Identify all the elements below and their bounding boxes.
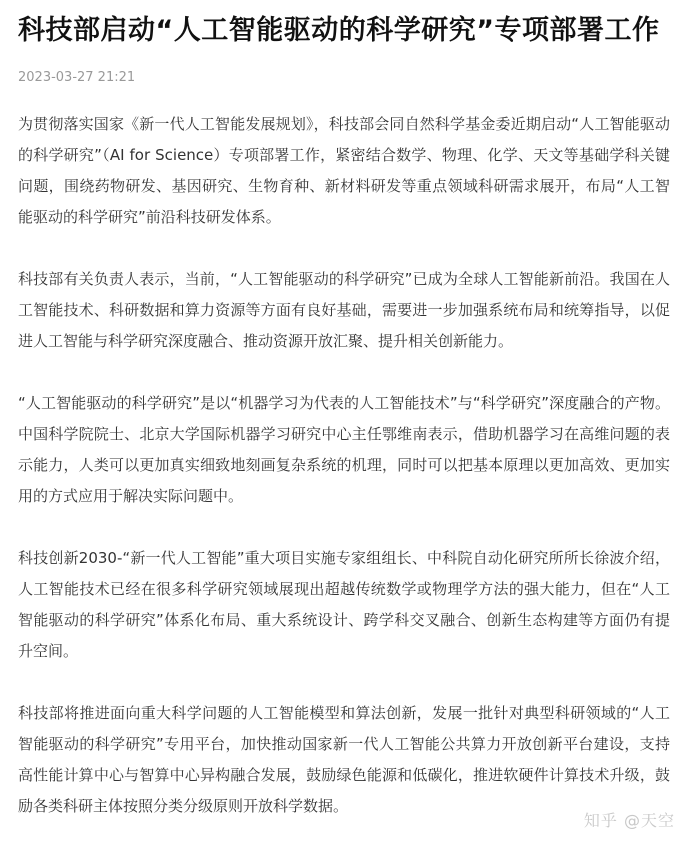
article — [18, 0, 670, 822]
zhihu-watermark: 知乎 @天空 — [583, 811, 675, 830]
paragraph-5: 科技部将推进面向重大科学问题的人工智能模型和算法创新，发展一批针对典型科研领域的“人工智能驱动的科学研究”专用平台，加快推动国家新一代人工智能公共算力开放创新平台建设，支持高性能计算中心与智算中心异构融合发展，鼓励绿色能源和低碳化，推进软硬件计算技术升级，鼓励各类科研主体按照分类分级原则开放科学数据。 — [18, 704, 670, 815]
publish-timestamp: 2023-03-27 21:21 — [18, 70, 136, 85]
paragraph-3: “人工智能驱动的科学研究”是以“机器学习为代表的人工智能技术”与“科学研究”深度融合的产物。中国科学院院士、北京大学国际机器学习研究中心主任鄂维南表示，借助机器学习在高维问题的表示能力，人类可以更加真实细致地刻画复杂系统的机理，同时可以把基本原理以更加高效、更加实用的方式应用于解决实际问题中。 — [18, 394, 670, 505]
paragraph-2: 科技部有关负责人表示，当前，“人工智能驱动的科学研究”已成为全球人工智能新前沿。我国在人工智能技术、科研数据和算力资源等方面有良好基础，需要进一步加强系统布局和统筹指导，以促进人工智能与科学研究深度融合、推动资源开放汇聚、提升相关创新能力。 — [18, 270, 670, 350]
paragraph-4: 科技创新2030-“新一代人工智能”重大项目实施专家组组长、中科院自动化研究所所长徐波介绍，人工智能技术已经在很多科学研究领域展现出超越传统数学或物理学方法的强大能力，但在“人工智能驱动的科学研究”体系化布局、重大系统设计、跨学科交叉融合、创新生态构建等方面仍有提升空间。 — [18, 549, 670, 660]
paragraph-1: 为贯彻落实国家《新一代人工智能发展规划》，科技部会同自然科学基金委近期启动“人工智能驱动的科学研究”（AI for Science）专项部署工作，紧密结合数学、物理、化学、天文等基础学科关键问题，围绕药物研发、基因研究、生物育种、新材料研发等重点领域科研需求展开，布局“人工智能驱动的科学研究”前沿科技研发体系。 — [18, 115, 670, 226]
article-title: 科技部启动“人工智能驱动的科学研究”专项部署工作 — [18, 15, 660, 46]
